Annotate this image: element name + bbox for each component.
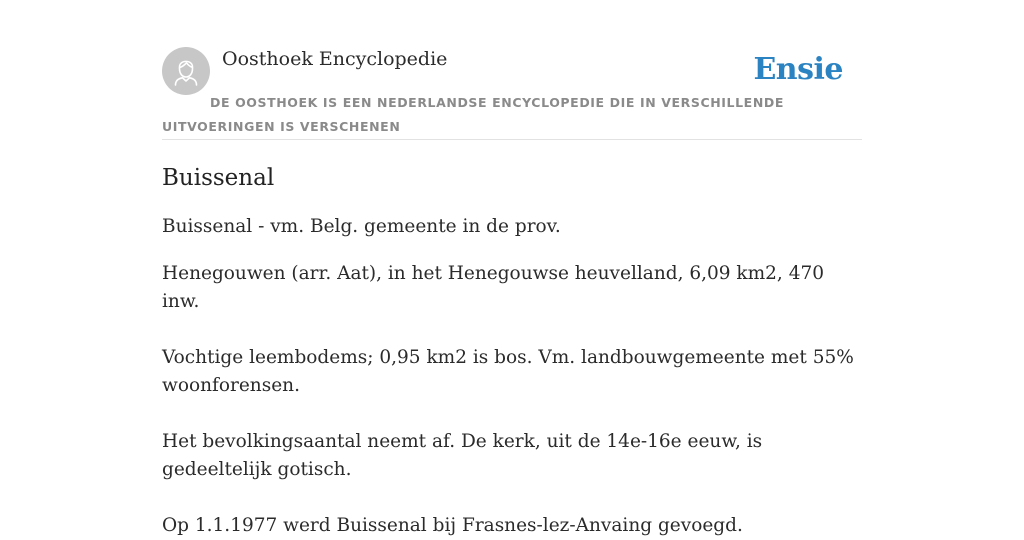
user-silhouette-icon bbox=[162, 47, 210, 95]
article-title: Buissenal bbox=[162, 165, 275, 191]
publication-title-link[interactable]: Oosthoek Encyclopedie bbox=[222, 48, 448, 70]
publication-avatar[interactable] bbox=[162, 47, 210, 95]
publication-header bbox=[162, 47, 862, 140]
article bbox=[162, 160, 862, 540]
article-paragraph: Vochtige leembodems; 0,95 km2 is bos. Vm. landbouwgemeente met 55% woonforensen. bbox=[162, 347, 854, 396]
article-paragraph: Het bevolkingsaantal neemt af. De kerk, uit de 14e-16e eeuw, is gedeeltelijk gotisch. bbox=[162, 431, 763, 480]
article-paragraph: Op 1.1.1977 werd Buissenal bij Frasnes-lez-Anvaing gevoegd. bbox=[162, 515, 743, 536]
publication-description: DE OOSTHOEK IS EEN NEDERLANDSE ENCYCLOPEDIE DIE IN VERSCHILLENDE UITVOERINGEN IS VERSCHENEN bbox=[162, 95, 784, 134]
article-paragraph: Henegouwen (arr. Aat), in het Henegouwse heuvelland, 6,09 km2, 470 inw. bbox=[162, 263, 824, 312]
ensie-logo[interactable]: Ensie bbox=[753, 52, 843, 87]
article-lead: Buissenal - vm. Belg. gemeente in de prov. bbox=[162, 216, 561, 237]
